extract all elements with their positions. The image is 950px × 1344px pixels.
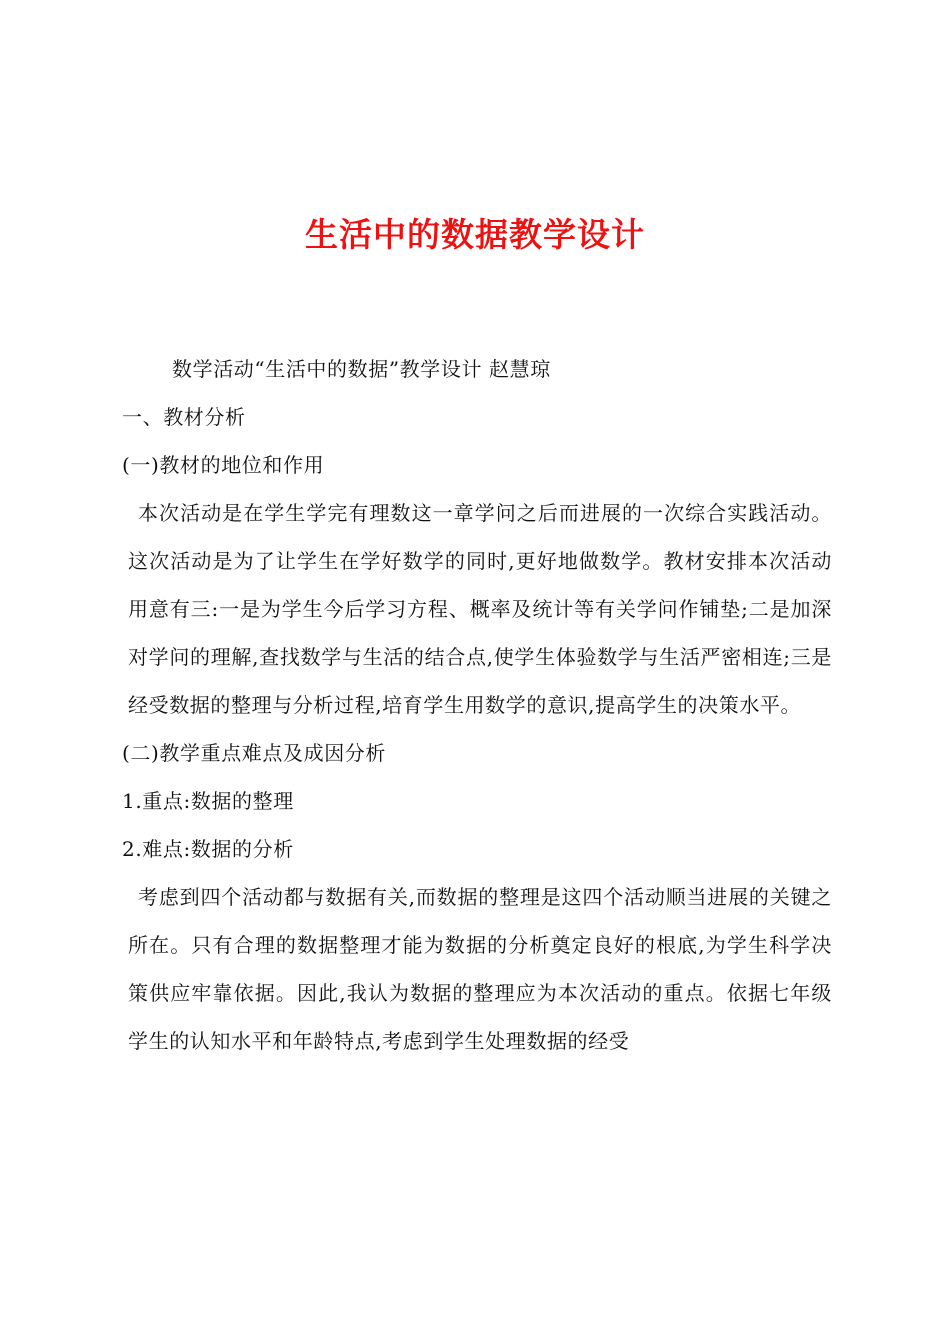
- document-subtitle: 数学活动“生活中的数据”教学设计 赵慧琼: [172, 357, 551, 381]
- point-item-1: 1.重点:数据的整理: [122, 789, 294, 813]
- document-title: 生活中的数据教学设计: [305, 215, 645, 254]
- point-item-2: 2.难点:数据的分析: [122, 837, 294, 861]
- paragraph-2: 考虑到四个活动都与数据有关,而数据的整理是这四个活动顺当进展的关键之所在。只有合理的数据整理才能为数据的分析奠定良好的根底,为学生科学决策供应牢靠依据。因此,我认为数据的整理应为本次活动的重点。依据七年级学生的认知水平和年龄特点,考虑到学生处理数据的经受: [128, 885, 832, 1053]
- section-heading-1: 一、教材分析: [122, 405, 246, 429]
- paragraph-1: 本次活动是在学生学完有理数这一章学问之后而进展的一次综合实践活动。这次活动是为了让学生在学好数学的同时,更好地做数学。教材安排本次活动用意有三:一是为学生今后学习方程、概率及统计等有关学问作铺垫;二是加深对学问的理解,查找数学与生活的结合点,使学生体验数学与生活严密相连;三是经受数据的整理与分析过程,培育学生用数学的意识,提高学生的决策水平。: [128, 501, 832, 717]
- section-heading-1-1: (一)教材的地位和作用: [122, 453, 325, 477]
- section-heading-1-2: (二)教学重点难点及成因分析: [122, 741, 387, 765]
- document-body: [122, 345, 832, 1065]
